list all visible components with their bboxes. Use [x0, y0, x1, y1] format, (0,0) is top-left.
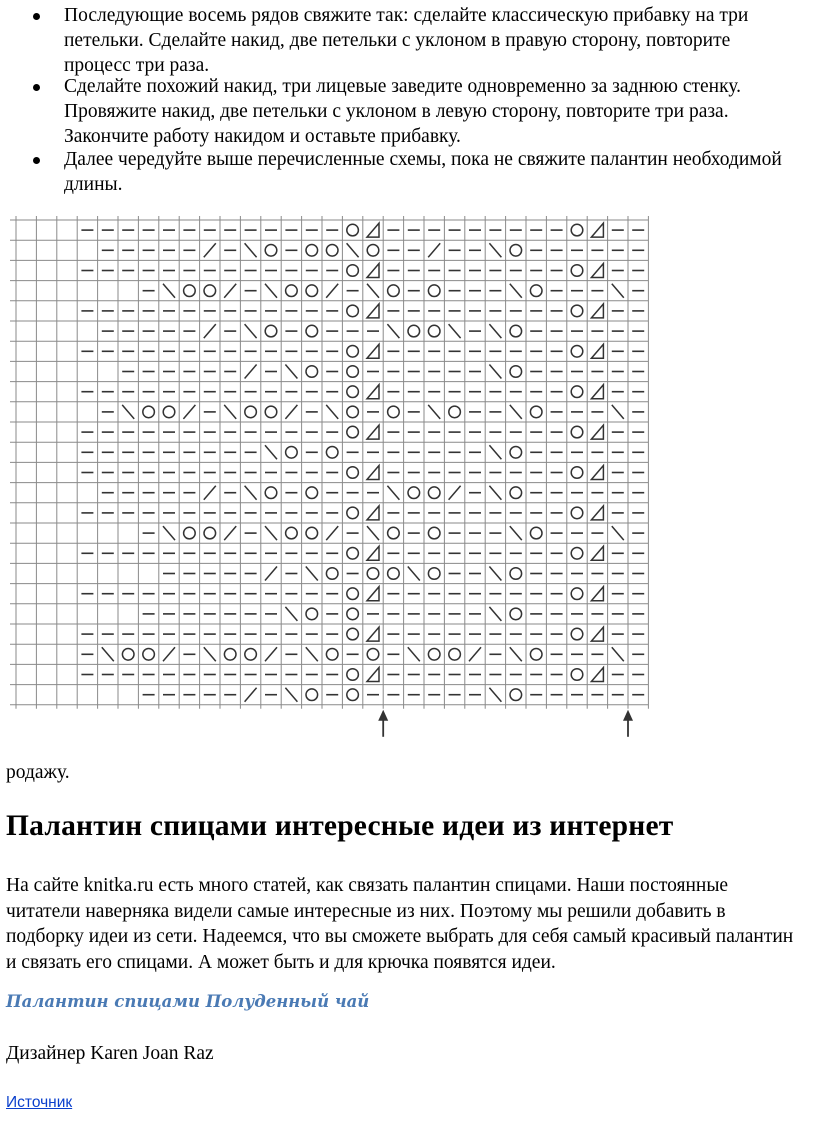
yarn-over-symbol: [306, 608, 318, 620]
decrease-left-symbol: [489, 567, 501, 581]
increase-symbol: [367, 304, 379, 318]
yarn-over-symbol: [306, 366, 318, 378]
yarn-over-symbol: [265, 487, 277, 499]
yarn-over-symbol: [347, 608, 359, 620]
decrease-right-symbol: [326, 526, 338, 540]
decrease-left-symbol: [612, 526, 624, 540]
yarn-over-symbol: [428, 487, 440, 499]
increase-symbol: [367, 627, 379, 641]
decrease-right-symbol: [163, 647, 175, 661]
source-link[interactable]: Источник: [6, 1094, 73, 1111]
decrease-right-symbol: [245, 365, 257, 379]
yarn-over-symbol: [428, 649, 440, 661]
yarn-over-symbol: [571, 386, 583, 398]
yarn-over-symbol: [571, 548, 583, 560]
yarn-over-symbol: [449, 406, 461, 418]
increase-symbol: [591, 223, 603, 237]
decrease-left-symbol: [204, 647, 216, 661]
text-fragment: родажу.: [6, 762, 70, 783]
intro-paragraph: На сайте knitka.ru есть много статей, как связать палантин спицами. Наши постоянные читатели наверняка видели самые интересные из них. Поэтому мы решили добавить в подборку идеи из сети. Надеемся, что вы сможете выбрать для себя самый красивый палантин и связать его спицами. А может быть и для крючка появятся идеи.: [6, 875, 794, 973]
increase-symbol: [367, 466, 379, 480]
decrease-left-symbol: [489, 324, 501, 338]
yarn-over-symbol: [408, 325, 420, 337]
yarn-over-symbol: [571, 669, 583, 681]
bullet-icon: [33, 84, 40, 91]
yarn-over-symbol: [428, 568, 440, 580]
yarn-over-symbol: [347, 669, 359, 681]
increase-symbol: [367, 223, 379, 237]
decrease-left-symbol: [489, 243, 501, 257]
decrease-left-symbol: [489, 445, 501, 459]
decrease-left-symbol: [285, 688, 297, 702]
yarn-over-symbol: [530, 527, 542, 539]
decrease-left-symbol: [387, 324, 399, 338]
decrease-left-symbol: [285, 607, 297, 621]
decrease-right-symbol: [265, 647, 277, 661]
yarn-over-symbol: [286, 527, 298, 539]
yarn-over-symbol: [347, 689, 359, 701]
decrease-left-symbol: [612, 647, 624, 661]
yarn-over-symbol: [510, 366, 522, 378]
decrease-right-symbol: [224, 284, 236, 298]
increase-symbol: [591, 264, 603, 278]
decrease-left-symbol: [510, 526, 522, 540]
decrease-left-symbol: [265, 445, 277, 459]
yarn-over-symbol: [347, 507, 359, 519]
decrease-left-symbol: [428, 405, 440, 419]
yarn-over-symbol: [184, 527, 196, 539]
yarn-over-symbol: [347, 467, 359, 479]
decrease-left-symbol: [245, 486, 257, 500]
increase-symbol: [367, 264, 379, 278]
increase-symbol: [591, 344, 603, 358]
decrease-left-symbol: [408, 647, 420, 661]
yarn-over-symbol: [326, 649, 338, 661]
pattern-subheading: Палантин спицами Полуденный чай: [6, 992, 370, 1011]
yarn-over-symbol: [367, 649, 379, 661]
yarn-over-symbol: [306, 689, 318, 701]
decrease-left-symbol: [612, 405, 624, 419]
increase-symbol: [591, 385, 603, 399]
yarn-over-symbol: [571, 305, 583, 317]
decrease-left-symbol: [387, 486, 399, 500]
decrease-left-symbol: [489, 365, 501, 379]
yarn-over-symbol: [571, 507, 583, 519]
yarn-over-symbol: [510, 689, 522, 701]
increase-symbol: [591, 466, 603, 480]
decrease-right-symbol: [204, 486, 216, 500]
decrease-left-symbol: [163, 284, 175, 298]
yarn-over-symbol: [347, 366, 359, 378]
decrease-right-symbol: [285, 405, 297, 419]
decrease-right-symbol: [183, 405, 195, 419]
bullet-icon: [33, 157, 40, 164]
yarn-over-symbol: [347, 548, 359, 560]
yarn-over-symbol: [347, 588, 359, 600]
decrease-left-symbol: [122, 405, 134, 419]
decrease-left-symbol: [449, 324, 461, 338]
decrease-left-symbol: [163, 526, 175, 540]
yarn-over-symbol: [347, 628, 359, 640]
yarn-over-symbol: [143, 649, 155, 661]
increase-symbol: [591, 546, 603, 560]
decrease-left-symbol: [265, 526, 277, 540]
instruction-item: [0, 3, 816, 78]
yarn-over-symbol: [143, 406, 155, 418]
yarn-over-symbol: [306, 245, 318, 257]
increase-symbol: [591, 587, 603, 601]
yarn-over-symbol: [347, 265, 359, 277]
yarn-over-symbol: [388, 406, 400, 418]
yarn-over-symbol: [571, 265, 583, 277]
yarn-over-symbol: [428, 285, 440, 297]
yarn-over-symbol: [530, 649, 542, 661]
yarn-over-symbol: [347, 406, 359, 418]
increase-symbol: [591, 425, 603, 439]
yarn-over-symbol: [204, 527, 216, 539]
yarn-over-symbol: [306, 325, 318, 337]
yarn-over-symbol: [510, 245, 522, 257]
decrease-left-symbol: [408, 567, 420, 581]
yarn-over-symbol: [224, 649, 236, 661]
increase-symbol: [367, 668, 379, 682]
yarn-over-symbol: [510, 568, 522, 580]
increase-symbol: [591, 627, 603, 641]
yarn-over-symbol: [388, 568, 400, 580]
decrease-left-symbol: [265, 284, 277, 298]
yarn-over-symbol: [286, 447, 298, 459]
decrease-left-symbol: [306, 647, 318, 661]
yarn-over-symbol: [122, 649, 134, 661]
bullet-icon: [33, 13, 40, 20]
repeat-arrow-icon: [378, 710, 388, 721]
yarn-over-symbol: [367, 245, 379, 257]
yarn-over-symbol: [306, 527, 318, 539]
decrease-left-symbol: [285, 365, 297, 379]
yarn-over-symbol: [367, 568, 379, 580]
decrease-right-symbol: [469, 647, 481, 661]
yarn-over-symbol: [571, 467, 583, 479]
yarn-over-symbol: [326, 447, 338, 459]
yarn-over-symbol: [428, 325, 440, 337]
decrease-left-symbol: [102, 647, 114, 661]
decrease-left-symbol: [489, 486, 501, 500]
designer-credit: Дизайнер Karen Joan Raz: [6, 1043, 214, 1064]
instruction-text: Далее чередуйте выше перечисленные схемы, пока не свяжите палантин необходимой длины.: [64, 149, 782, 195]
yarn-over-symbol: [571, 426, 583, 438]
instruction-text: Последующие восемь рядов свяжите так: сделайте классическую прибавку на три петельки. Сделайте накид, две петельки с уклоном в правую сторону, повторите процесс три раза.: [64, 5, 749, 76]
decrease-left-symbol: [510, 647, 522, 661]
yarn-over-symbol: [428, 527, 440, 539]
yarn-over-symbol: [204, 285, 216, 297]
yarn-over-symbol: [306, 285, 318, 297]
yarn-over-symbol: [510, 487, 522, 499]
knitting-chart: [6, 214, 658, 740]
yarn-over-symbol: [347, 224, 359, 236]
decrease-left-symbol: [245, 243, 257, 257]
yarn-over-symbol: [265, 245, 277, 257]
yarn-over-symbol: [265, 325, 277, 337]
increase-symbol: [591, 506, 603, 520]
increase-symbol: [591, 668, 603, 682]
instruction-text: Сделайте похожий накид, три лицевые заведите одновременно за заднюю стенку. Провяжите накид, две петельки с уклоном в левую сторону, повторите три раза. Закончите работу накидом и оставьте прибавку.: [64, 76, 741, 147]
decrease-left-symbol: [245, 324, 257, 338]
increase-symbol: [367, 506, 379, 520]
yarn-over-symbol: [347, 426, 359, 438]
decrease-right-symbol: [449, 486, 461, 500]
yarn-over-symbol: [408, 487, 420, 499]
yarn-over-symbol: [530, 285, 542, 297]
yarn-over-symbol: [571, 346, 583, 358]
decrease-left-symbol: [489, 607, 501, 621]
yarn-over-symbol: [326, 568, 338, 580]
yarn-over-symbol: [510, 325, 522, 337]
yarn-over-symbol: [347, 305, 359, 317]
yarn-over-symbol: [184, 285, 196, 297]
yarn-over-symbol: [163, 406, 175, 418]
decrease-right-symbol: [204, 243, 216, 257]
decrease-left-symbol: [510, 405, 522, 419]
increase-symbol: [367, 546, 379, 560]
decrease-right-symbol: [224, 526, 236, 540]
increase-symbol: [367, 344, 379, 358]
instruction-item: [0, 147, 816, 197]
yarn-over-symbol: [245, 649, 257, 661]
increase-symbol: [591, 304, 603, 318]
yarn-over-symbol: [510, 447, 522, 459]
yarn-over-symbol: [530, 406, 542, 418]
yarn-over-symbol: [510, 608, 522, 620]
decrease-right-symbol: [245, 688, 257, 702]
yarn-over-symbol: [245, 406, 257, 418]
decrease-left-symbol: [326, 405, 338, 419]
decrease-left-symbol: [347, 243, 359, 257]
decrease-left-symbol: [367, 526, 379, 540]
repeat-arrow-icon: [623, 710, 633, 721]
increase-symbol: [367, 425, 379, 439]
yarn-over-symbol: [388, 527, 400, 539]
increase-symbol: [367, 385, 379, 399]
yarn-over-symbol: [571, 588, 583, 600]
yarn-over-symbol: [326, 245, 338, 257]
section-heading: Палантин спицами интересные идеи из интернет: [6, 810, 674, 842]
decrease-right-symbol: [326, 284, 338, 298]
decrease-left-symbol: [224, 405, 236, 419]
decrease-right-symbol: [428, 243, 440, 257]
decrease-right-symbol: [265, 567, 277, 581]
yarn-over-symbol: [388, 285, 400, 297]
yarn-over-symbol: [265, 406, 277, 418]
decrease-left-symbol: [510, 284, 522, 298]
decrease-left-symbol: [306, 567, 318, 581]
yarn-over-symbol: [571, 224, 583, 236]
yarn-over-symbol: [286, 285, 298, 297]
decrease-left-symbol: [489, 688, 501, 702]
yarn-over-symbol: [449, 649, 461, 661]
decrease-left-symbol: [367, 284, 379, 298]
yarn-over-symbol: [571, 628, 583, 640]
increase-symbol: [367, 587, 379, 601]
yarn-over-symbol: [347, 386, 359, 398]
decrease-left-symbol: [612, 284, 624, 298]
yarn-over-symbol: [306, 487, 318, 499]
decrease-right-symbol: [204, 324, 216, 338]
instruction-item: [0, 74, 816, 149]
yarn-over-symbol: [347, 346, 359, 358]
